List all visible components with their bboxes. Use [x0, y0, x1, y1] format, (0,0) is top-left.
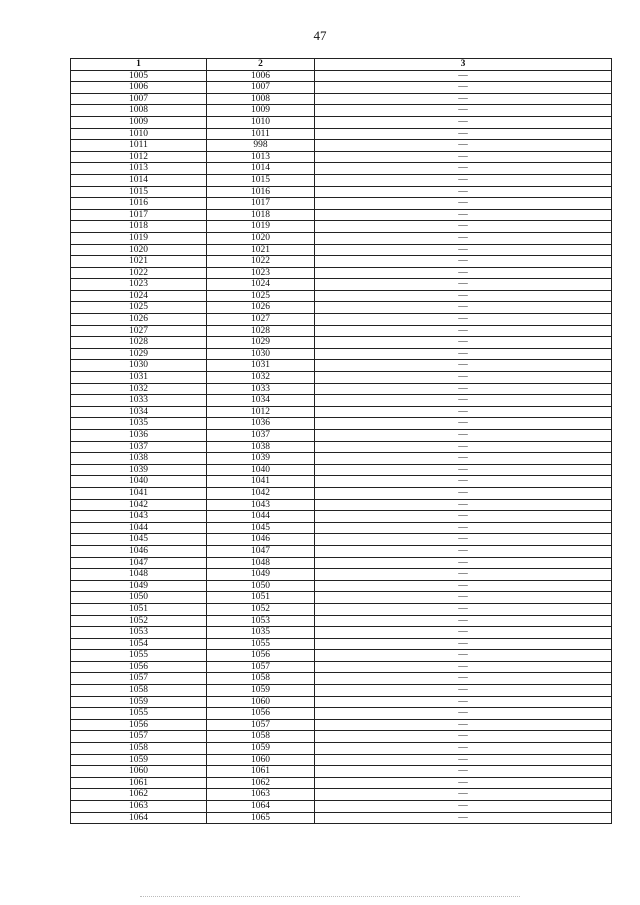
table-cell-col2: 1037 [207, 430, 315, 442]
table-cell-col1: 1016 [71, 198, 207, 210]
table-cell-col3: — [315, 116, 612, 128]
table-row [71, 789, 612, 801]
table-cell-col2: 1026 [207, 302, 315, 314]
table-row [71, 232, 612, 244]
table-cell-col1: 1039 [71, 464, 207, 476]
table-cell-col3: — [315, 487, 612, 499]
table-cell-col1: 1052 [71, 615, 207, 627]
table-row [71, 93, 612, 105]
table-row [71, 476, 612, 488]
table-row [71, 557, 612, 569]
table-cell-col3: — [315, 603, 612, 615]
table-cell-col1: 1008 [71, 105, 207, 117]
table-cell-col1: 1015 [71, 186, 207, 198]
table-cell-col2: 1065 [207, 812, 315, 824]
table-cell-col3: — [315, 406, 612, 418]
table-row [71, 453, 612, 465]
table-cell-col2: 1059 [207, 685, 315, 697]
table-cell-col2: 1016 [207, 186, 315, 198]
table-row [71, 592, 612, 604]
table-row [71, 719, 612, 731]
table-cell-col1: 1040 [71, 476, 207, 488]
table-cell-col1: 1057 [71, 731, 207, 743]
table-row [71, 511, 612, 523]
table-row [71, 534, 612, 546]
table-cell-col2: 1019 [207, 221, 315, 233]
table-cell-col2: 1059 [207, 743, 315, 755]
table-cell-col3: — [315, 627, 612, 639]
table-cell-col2: 1057 [207, 719, 315, 731]
table-cell-col3: — [315, 511, 612, 523]
table-cell-col1: 1024 [71, 290, 207, 302]
table-cell-col1: 1056 [71, 719, 207, 731]
table-cell-col2: 1008 [207, 93, 315, 105]
table-cell-col1: 1026 [71, 314, 207, 326]
table-cell-col1: 1010 [71, 128, 207, 140]
table-cell-col1: 1051 [71, 603, 207, 615]
table-row [71, 603, 612, 615]
table-cell-col3: — [315, 650, 612, 662]
table-cell-col2: 1041 [207, 476, 315, 488]
table-cell-col1: 1023 [71, 279, 207, 291]
table-cell-col3: — [315, 476, 612, 488]
table-cell-col1: 1009 [71, 116, 207, 128]
table-cell-col2: 1036 [207, 418, 315, 430]
table-row [71, 290, 612, 302]
table-cell-col1: 1028 [71, 337, 207, 349]
table-cell-col2: 1058 [207, 673, 315, 685]
table-cell-col2: 1023 [207, 267, 315, 279]
table-cell-col2: 1061 [207, 766, 315, 778]
table-row [71, 70, 612, 82]
table-cell-col3: — [315, 395, 612, 407]
table-cell-col1: 1019 [71, 232, 207, 244]
table-cell-col3: — [315, 163, 612, 175]
table-body [71, 70, 612, 824]
table-cell-col3: — [315, 267, 612, 279]
table-cell-col3: — [315, 766, 612, 778]
table-row [71, 198, 612, 210]
column-header-3: 3 [315, 59, 612, 71]
table-row [71, 812, 612, 824]
table-cell-col1: 1035 [71, 418, 207, 430]
table-row [71, 777, 612, 789]
table-row [71, 140, 612, 152]
table-cell-col2: 1055 [207, 638, 315, 650]
table-cell-col3: — [315, 557, 612, 569]
table-cell-col2: 1042 [207, 487, 315, 499]
table-cell-col1: 1013 [71, 163, 207, 175]
table-cell-col3: — [315, 128, 612, 140]
table-cell-col2: 1039 [207, 453, 315, 465]
table-row [71, 743, 612, 755]
table-cell-col2: 1020 [207, 232, 315, 244]
table-cell-col1: 1029 [71, 348, 207, 360]
table-row [71, 372, 612, 384]
table-row [71, 696, 612, 708]
table-cell-col3: — [315, 93, 612, 105]
table-cell-col2: 998 [207, 140, 315, 152]
table-cell-col3: — [315, 151, 612, 163]
table-cell-col1: 1007 [71, 93, 207, 105]
table-cell-col3: — [315, 731, 612, 743]
table-cell-col3: — [315, 302, 612, 314]
table-cell-col1: 1045 [71, 534, 207, 546]
table-cell-col1: 1060 [71, 766, 207, 778]
table-cell-col3: — [315, 696, 612, 708]
table-cell-col2: 1029 [207, 337, 315, 349]
table-cell-col3: — [315, 256, 612, 268]
table-cell-col2: 1032 [207, 372, 315, 384]
table-row [71, 418, 612, 430]
table-row [71, 441, 612, 453]
table-row [71, 244, 612, 256]
table-cell-col3: — [315, 545, 612, 557]
table-row [71, 615, 612, 627]
table-cell-col1: 1017 [71, 209, 207, 221]
table-row [71, 522, 612, 534]
table-row [71, 128, 612, 140]
table-cell-col2: 1013 [207, 151, 315, 163]
table-cell-col2: 1060 [207, 696, 315, 708]
table-cell-col1: 1020 [71, 244, 207, 256]
table-cell-col1: 1049 [71, 580, 207, 592]
table-cell-col1: 1055 [71, 650, 207, 662]
table-row [71, 395, 612, 407]
table-cell-col3: — [315, 198, 612, 210]
table-cell-col1: 1021 [71, 256, 207, 268]
table-cell-col2: 1025 [207, 290, 315, 302]
table-cell-col2: 1046 [207, 534, 315, 546]
table-cell-col2: 1058 [207, 731, 315, 743]
table-row [71, 569, 612, 581]
table-cell-col1: 1056 [71, 661, 207, 673]
table-cell-col1: 1062 [71, 789, 207, 801]
data-table [70, 58, 612, 824]
table-cell-col1: 1031 [71, 372, 207, 384]
table-cell-col1: 1012 [71, 151, 207, 163]
table-cell-col3: — [315, 70, 612, 82]
table-row [71, 650, 612, 662]
table-row [71, 383, 612, 395]
table-cell-col3: — [315, 383, 612, 395]
table-cell-col3: — [315, 638, 612, 650]
table-row [71, 325, 612, 337]
table-row [71, 754, 612, 766]
table-cell-col2: 1031 [207, 360, 315, 372]
table-cell-col3: — [315, 232, 612, 244]
table-cell-col3: — [315, 105, 612, 117]
table-cell-col3: — [315, 186, 612, 198]
table-cell-col2: 1011 [207, 128, 315, 140]
table-cell-col3: — [315, 221, 612, 233]
table-cell-col3: — [315, 430, 612, 442]
table-cell-col2: 1045 [207, 522, 315, 534]
table-row [71, 627, 612, 639]
table-cell-col1: 1044 [71, 522, 207, 534]
table-cell-col2: 1012 [207, 406, 315, 418]
table-cell-col1: 1042 [71, 499, 207, 511]
table-row [71, 673, 612, 685]
table-cell-col3: — [315, 499, 612, 511]
table-cell-col2: 1051 [207, 592, 315, 604]
table-cell-col3: — [315, 801, 612, 813]
table-cell-col1: 1063 [71, 801, 207, 813]
table-cell-col2: 1030 [207, 348, 315, 360]
table-cell-col2: 1028 [207, 325, 315, 337]
table-cell-col1: 1055 [71, 708, 207, 720]
table-cell-col2: 1022 [207, 256, 315, 268]
table-cell-col1: 1046 [71, 545, 207, 557]
table-cell-col3: — [315, 580, 612, 592]
table-cell-col1: 1036 [71, 430, 207, 442]
table-row [71, 430, 612, 442]
table-row [71, 661, 612, 673]
table-cell-col3: — [315, 325, 612, 337]
table-row [71, 302, 612, 314]
table-row [71, 163, 612, 175]
table-cell-col3: — [315, 209, 612, 221]
table-row [71, 174, 612, 186]
table-cell-col1: 1037 [71, 441, 207, 453]
table-cell-col1: 1043 [71, 511, 207, 523]
column-header-2: 2 [207, 59, 315, 71]
table-cell-col1: 1059 [71, 696, 207, 708]
table-cell-col1: 1057 [71, 673, 207, 685]
table-cell-col2: 1057 [207, 661, 315, 673]
table-cell-col1: 1006 [71, 82, 207, 94]
table-cell-col3: — [315, 708, 612, 720]
table-cell-col2: 1049 [207, 569, 315, 581]
table-row [71, 801, 612, 813]
table-row [71, 638, 612, 650]
table-cell-col3: — [315, 290, 612, 302]
table-cell-col3: — [315, 685, 612, 697]
table-row [71, 348, 612, 360]
table-cell-col2: 1006 [207, 70, 315, 82]
table-cell-col3: — [315, 337, 612, 349]
table-row [71, 360, 612, 372]
table-cell-col2: 1048 [207, 557, 315, 569]
table-cell-col3: — [315, 244, 612, 256]
table-cell-col1: 1030 [71, 360, 207, 372]
table-cell-col3: — [315, 673, 612, 685]
table-cell-col1: 1047 [71, 557, 207, 569]
table-cell-col1: 1038 [71, 453, 207, 465]
table-cell-col1: 1005 [71, 70, 207, 82]
table-cell-col1: 1058 [71, 743, 207, 755]
table-cell-col1: 1032 [71, 383, 207, 395]
table-row [71, 708, 612, 720]
table-cell-col2: 1034 [207, 395, 315, 407]
table-cell-col2: 1007 [207, 82, 315, 94]
table-cell-col1: 1059 [71, 754, 207, 766]
table-cell-col1: 1061 [71, 777, 207, 789]
table-cell-col2: 1040 [207, 464, 315, 476]
table-row [71, 499, 612, 511]
table-cell-col2: 1050 [207, 580, 315, 592]
table-cell-col3: — [315, 534, 612, 546]
table-cell-col1: 1018 [71, 221, 207, 233]
table-cell-col3: — [315, 789, 612, 801]
table-cell-col2: 1033 [207, 383, 315, 395]
table-cell-col2: 1035 [207, 627, 315, 639]
table-cell-col2: 1047 [207, 545, 315, 557]
table-cell-col3: — [315, 719, 612, 731]
footer-rule [140, 896, 520, 897]
table-row [71, 279, 612, 291]
table-cell-col3: — [315, 522, 612, 534]
table-cell-col2: 1056 [207, 708, 315, 720]
table-row [71, 151, 612, 163]
table-cell-col3: — [315, 661, 612, 673]
table-cell-col2: 1038 [207, 441, 315, 453]
table-row [71, 731, 612, 743]
page-number: 47 [313, 28, 327, 43]
table-cell-col3: — [315, 453, 612, 465]
table-row [71, 267, 612, 279]
table-cell-col3: — [315, 441, 612, 453]
table-row [71, 209, 612, 221]
table-cell-col3: — [315, 615, 612, 627]
table-cell-col3: — [315, 140, 612, 152]
table-row [71, 406, 612, 418]
table-cell-col2: 1015 [207, 174, 315, 186]
table-cell-col1: 1064 [71, 812, 207, 824]
table-cell-col2: 1009 [207, 105, 315, 117]
table-cell-col1: 1054 [71, 638, 207, 650]
table-cell-col2: 1060 [207, 754, 315, 766]
table-cell-col3: — [315, 592, 612, 604]
table-cell-col3: — [315, 569, 612, 581]
table-cell-col3: — [315, 754, 612, 766]
table-cell-col2: 1024 [207, 279, 315, 291]
table-row [71, 337, 612, 349]
table-row [71, 580, 612, 592]
table-cell-col3: — [315, 812, 612, 824]
table-cell-col1: 1011 [71, 140, 207, 152]
table-cell-col1: 1041 [71, 487, 207, 499]
table-cell-col3: — [315, 314, 612, 326]
table-cell-col2: 1010 [207, 116, 315, 128]
table-cell-col2: 1062 [207, 777, 315, 789]
table-cell-col1: 1034 [71, 406, 207, 418]
table-row [71, 186, 612, 198]
table-cell-col2: 1063 [207, 789, 315, 801]
table-cell-col2: 1056 [207, 650, 315, 662]
table-cell-col2: 1027 [207, 314, 315, 326]
table-cell-col1: 1014 [71, 174, 207, 186]
table-row [71, 766, 612, 778]
table-cell-col3: — [315, 418, 612, 430]
table-cell-col2: 1017 [207, 198, 315, 210]
table-header-row [71, 59, 612, 71]
column-header-1: 1 [71, 59, 207, 71]
table-row [71, 464, 612, 476]
table-cell-col2: 1018 [207, 209, 315, 221]
table-cell-col1: 1033 [71, 395, 207, 407]
table-cell-col1: 1058 [71, 685, 207, 697]
table-row [71, 545, 612, 557]
table-cell-col3: — [315, 174, 612, 186]
table-row [71, 487, 612, 499]
table-cell-col2: 1052 [207, 603, 315, 615]
table-row [71, 105, 612, 117]
table-cell-col1: 1048 [71, 569, 207, 581]
table-cell-col3: — [315, 348, 612, 360]
table-row [71, 314, 612, 326]
table-row [71, 221, 612, 233]
table-cell-col2: 1014 [207, 163, 315, 175]
table-cell-col1: 1022 [71, 267, 207, 279]
table-cell-col3: — [315, 279, 612, 291]
table-cell-col2: 1044 [207, 511, 315, 523]
table-cell-col2: 1021 [207, 244, 315, 256]
table-cell-col3: — [315, 464, 612, 476]
table-row [71, 685, 612, 697]
table-cell-col1: 1053 [71, 627, 207, 639]
table-row [71, 116, 612, 128]
table-row [71, 82, 612, 94]
table-cell-col3: — [315, 777, 612, 789]
table-cell-col3: — [315, 372, 612, 384]
table-cell-col2: 1053 [207, 615, 315, 627]
table-cell-col3: — [315, 360, 612, 372]
table-cell-col3: — [315, 82, 612, 94]
table-cell-col2: 1064 [207, 801, 315, 813]
table-cell-col1: 1025 [71, 302, 207, 314]
table-cell-col1: 1050 [71, 592, 207, 604]
table-cell-col3: — [315, 743, 612, 755]
table-cell-col1: 1027 [71, 325, 207, 337]
table-cell-col2: 1043 [207, 499, 315, 511]
table-row [71, 256, 612, 268]
